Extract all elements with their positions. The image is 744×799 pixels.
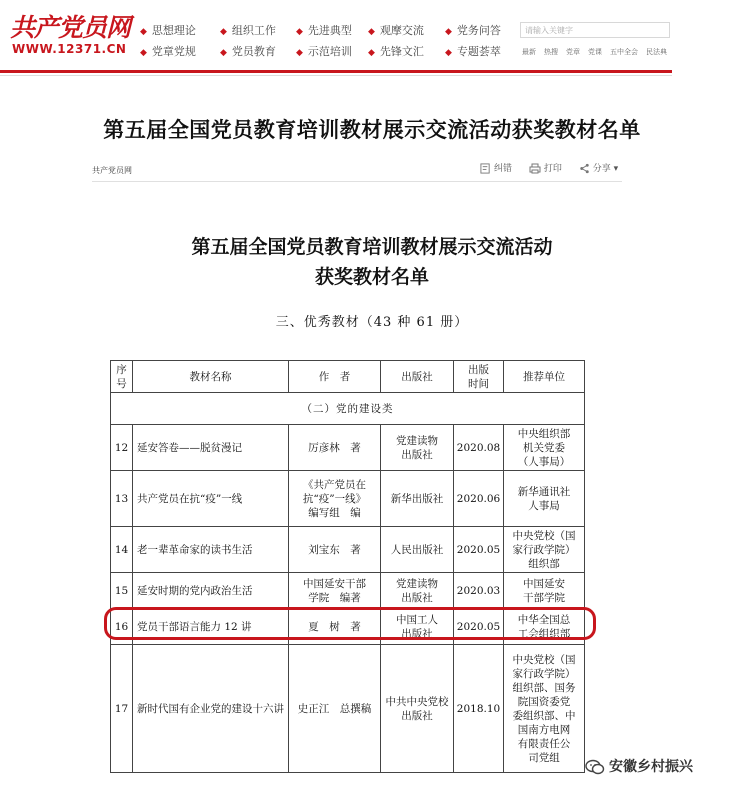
section-heading: 三、优秀教材（43 种 61 册） [275,315,469,330]
cell-no: 16 [111,609,133,645]
correct-label: 纠错 [494,164,513,174]
cell-publisher: 中共中央党校 出版社 [381,645,454,773]
wechat-watermark [585,756,693,776]
nav-item-label: 党章党规 [151,45,196,58]
cell-publisher: 党建读物 出版社 [381,573,454,609]
nav-item-label: 党务问答 [456,24,501,37]
header-grey-rule [0,75,672,76]
bullet-icon: ◆ [445,48,452,58]
table-row [111,573,585,609]
bullet-icon: ◆ [445,27,452,37]
header-red-rule [0,70,672,73]
document-title-line1: 第五届全国党员教育培训教材展示交流活动 [191,236,553,258]
header-name: 教材名称 [133,361,289,393]
cell-unit: 中华全国总 工会组织部 [504,609,585,645]
cell-name: 共产党员在抗“疫”一线 [133,471,289,527]
cell-date: 2020.03 [454,573,504,609]
cell-date: 2020.05 [454,527,504,573]
article-tools [480,161,632,174]
cell-date: 2020.05 [454,609,504,645]
cell-publisher: 党建读物 出版社 [381,425,454,471]
table-row [111,609,585,645]
table-subheading-row [111,393,585,425]
article-source: 共产党员网 [92,166,132,175]
bullet-icon: ◆ [140,48,147,58]
nav-item[interactable] [220,43,276,59]
article-divider [92,181,622,182]
cell-author: 史正江 总撰稿 [289,645,381,773]
edit-icon [480,163,491,174]
cell-date: 2020.06 [454,471,504,527]
table-row [111,527,585,573]
header-no: 序 号 [111,361,133,393]
nav-item[interactable] [368,43,424,59]
chevron-down-icon: ▾ [613,164,619,174]
nav-item-label: 先锋文汇 [379,45,424,58]
site-logo[interactable] [10,8,130,62]
bullet-icon: ◆ [220,27,227,37]
category-subheading: （二）党的建设类 [111,393,585,425]
nav-item-label: 示范培训 [307,45,352,58]
share-button[interactable] [579,161,618,174]
cell-author: 《共产党员在 抗“疫”一线》 编写组 编 [289,471,381,527]
header-unit: 推荐单位 [504,361,585,393]
watermark-text: 安徽乡村振兴 [609,759,693,775]
nav-item[interactable] [368,22,424,38]
cell-no: 17 [111,645,133,773]
nav-item-label: 观摩交流 [379,24,424,37]
document-title-line2: 获奖教材名单 [314,266,429,288]
header-time: 出版 时间 [454,361,504,393]
cell-publisher: 新华出版社 [381,471,454,527]
logo-text: 共产党员网 [10,13,131,42]
print-button[interactable] [529,161,562,174]
print-label: 打印 [543,164,562,174]
cell-name: 延安时期的党内政治生活 [133,573,289,609]
cell-no: 12 [111,425,133,471]
cell-unit: 新华通讯社 人事局 [504,471,585,527]
quicklink[interactable]: 最新 [522,48,536,56]
cell-publisher: 人民出版社 [381,527,454,573]
cell-author: 中国延安干部 学院 编著 [289,573,381,609]
quicklink[interactable]: 党章 [566,48,580,56]
nav-item[interactable] [220,22,276,38]
bullet-icon: ◆ [368,27,375,37]
cell-unit: 中央组织部 机关党委 （人事局） [504,425,585,471]
quicklinks [522,47,675,57]
cell-name: 老一辈革命家的读书生活 [133,527,289,573]
article-title: 第五届全国党员教育培训教材展示交流活动获奖教材名单 [103,118,641,142]
nav-item[interactable] [445,22,501,38]
cell-date: 2018.10 [454,645,504,773]
bullet-icon: ◆ [368,48,375,58]
cell-name: 新时代国有企业党的建设十六讲 [133,645,289,773]
nav-item-label: 专题荟萃 [456,45,501,58]
cell-author: 厉彦林 著 [289,425,381,471]
nav-item[interactable] [445,43,501,59]
quicklink[interactable]: 热搜 [544,48,558,56]
quicklink[interactable]: 民法典 [646,48,667,56]
nav-item-label: 思想理论 [151,24,196,37]
header-publisher: 出版社 [381,361,454,393]
nav-item-label: 先进典型 [307,24,352,37]
nav-item-label: 组织工作 [231,24,276,37]
print-icon [529,163,541,174]
share-label: 分享 [592,164,611,174]
nav-item[interactable] [140,43,196,59]
cell-publisher: 中国工人 出版社 [381,609,454,645]
cell-no: 14 [111,527,133,573]
table-header-row [111,361,585,393]
quicklink[interactable]: 五中全会 [610,48,638,56]
search-input[interactable]: 请输入关键字 [520,22,670,38]
cell-author: 夏 树 著 [289,609,381,645]
bullet-icon: ◆ [296,48,303,58]
nav-item[interactable] [296,43,352,59]
wechat-icon [585,759,605,775]
header-author: 作 者 [289,361,381,393]
cell-date: 2020.08 [454,425,504,471]
table-row [111,471,585,527]
nav-item-label: 党员教育 [231,45,276,58]
cell-unit: 中国延安 干部学院 [504,573,585,609]
nav-item[interactable] [140,22,196,38]
cell-no: 15 [111,573,133,609]
quicklink[interactable]: 党课 [588,48,602,56]
share-icon [579,163,590,174]
award-table [110,360,585,773]
cell-unit: 中央党校（国 家行政学院） 组织部 [504,527,585,573]
cell-no: 13 [111,471,133,527]
logo-url: WWW.12371.CN [12,42,127,56]
table-row [111,645,585,773]
nav-item[interactable] [296,22,352,38]
bullet-icon: ◆ [296,27,303,37]
cell-name: 延安答卷——脱贫漫记 [133,425,289,471]
bullet-icon: ◆ [220,48,227,58]
correct-button[interactable] [480,161,512,174]
bullet-icon: ◆ [140,27,147,37]
cell-author: 刘宝东 著 [289,527,381,573]
table-row [111,425,585,471]
cell-unit: 中央党校（国 家行政学院） 组织部、国务 院国资委党 委组织部、中 国南方电网 有限责任公 司党组 [504,645,585,773]
cell-name: 党员干部语言能力 12 讲 [133,609,289,645]
